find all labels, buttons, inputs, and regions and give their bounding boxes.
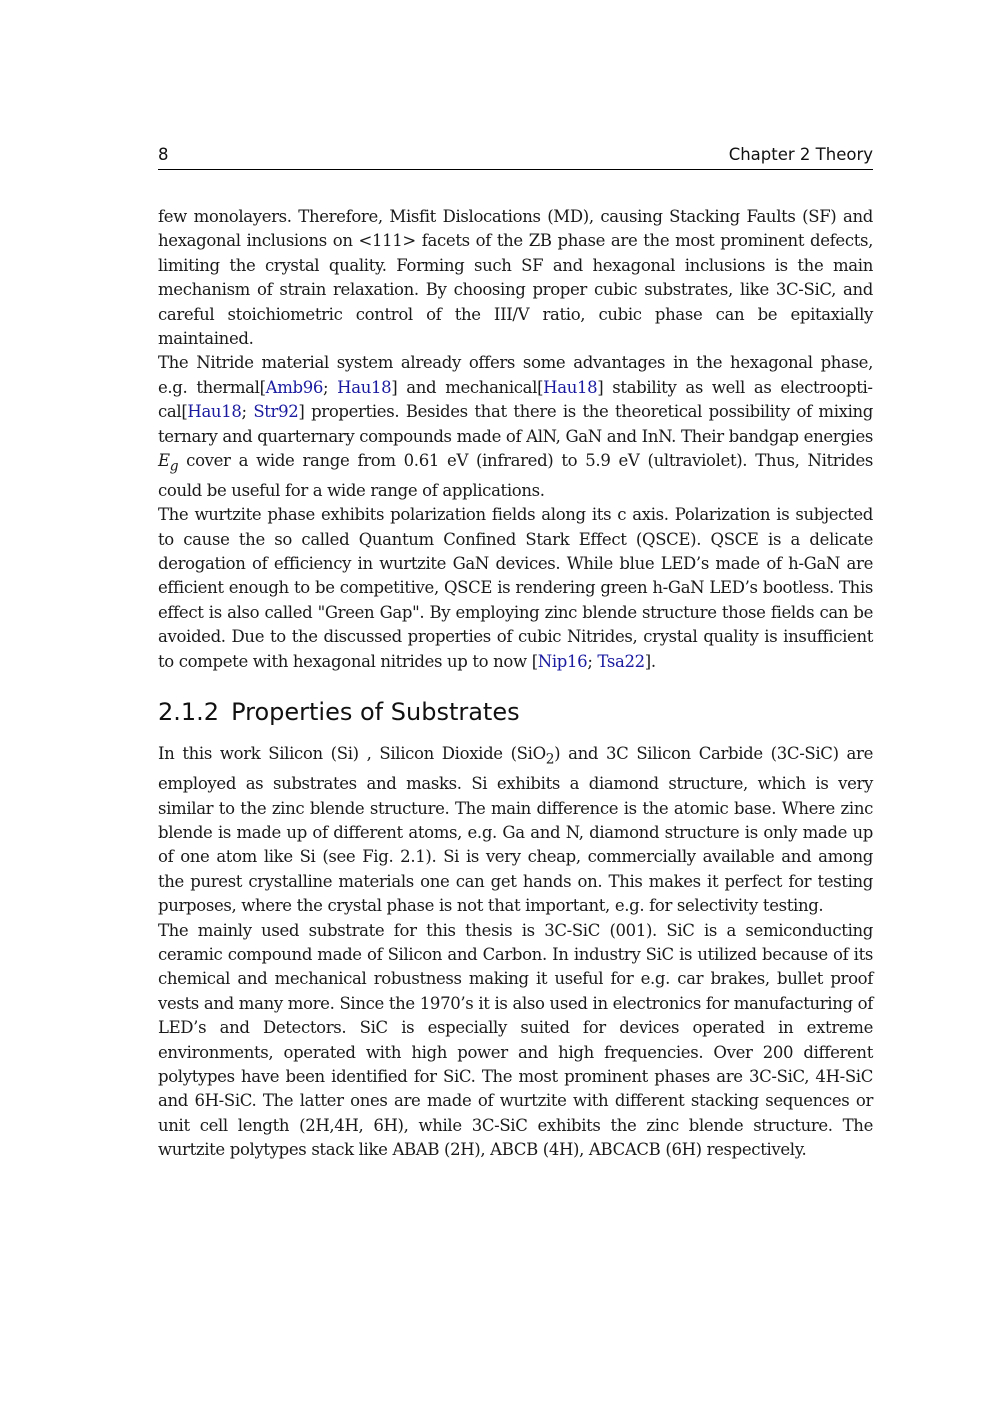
bandgap-symbol: $E_g$ [158, 451, 179, 475]
citation-nip16[interactable]: Nip16 [537, 651, 588, 671]
citation-hau18[interactable]: Hau18 [543, 377, 598, 397]
citation-str92[interactable]: Str92 [253, 402, 299, 422]
chapter-title: Chapter 2 Theory [728, 145, 873, 164]
citation-hau18[interactable]: Hau18 [187, 402, 242, 422]
running-header [158, 143, 873, 170]
paragraph-2: The Nitride material system already offers some advantages in the hexagonal phase, e.g. thermal[Amb96; Hau18] and mechanical[Hau18] stability as well as electrooptical[Hau18; Str92] properties. Besides that there is the theoretical possibility of mixing ternary and quarternary compounds made of AlN, GaN and InN. Their bandgap energies $E_g$ cover a wide range from 0.61 eV (infrared) to 5.9 eV (ultraviolet). Thus, Nitrides could be useful for a wide range of applications. [158, 353, 873, 500]
citation-tsa22[interactable]: Tsa22 [597, 651, 645, 671]
paragraph-4: In this work Silicon (Si) , Silicon Dioxide (SiO$_2$) and 3C Silicon Carbide (3C-SiC) are employed as substrates and masks. Si exhibits a diamond structure, which is very similar to the zinc blende structure. The main difference is the atomic base. Where zinc blende is made up of different atoms, e.g. Ga and N, diamond structure is only made up of one atom like Si (see Fig. 2.1). Si is very cheap, commercially available and among the purest crystalline materials one can get hands on. This makes it perfect for testing purposes, where the crystal phase is not that important, e.g. for selectivity testing. [158, 744, 874, 916]
section-heading [158, 698, 873, 727]
citation-hau18[interactable]: Hau18 [337, 377, 392, 397]
section-number: 2.1.2 [158, 698, 220, 727]
section-title: Properties of Substrates [231, 698, 520, 727]
page-number: 8 [158, 145, 169, 164]
paragraph-3: The wurtzite phase exhibits polarization fields along its c axis. Polarization is subjected to cause the so called Quantum Confined Stark Effect (QSCE). QSCE is a delicate derogation of efficiency in wurtzite GaN devices. While blue LED’s made of h-GaN are efficient enough to be competitive, QSCE is rendering green h-GaN LED’s bootless. This effect is also called "Green Gap". By employing zinc blende structure those fields can be avoided. Due to the discussed properties of cubic Nitrides, crystal quality is insufficient to compete with hexagonal nitrides up to now [Nip16; Tsa22]. [158, 505, 873, 671]
citation-amb96[interactable]: Amb96 [265, 377, 324, 397]
paragraph-1: few monolayers. Therefore, Misfit Dislocations (MD), causing Stacking Faults (SF) and hexagonal inclusions on <111> facets of the ZB phase are the most prominent defects, limiting the crystal quality. Forming such SF and hexagonal inclusions is the main mechanism of strain relaxation. By choosing proper cubic substrates, like 3C-SiC, and careful stoichiometric control of the III/V ratio, cubic phase can be epitaxially maintained. [158, 207, 873, 349]
paragraph-5: The mainly used substrate for this thesis is 3C-SiC (001). SiC is a semiconducting ceramic compound made of Silicon and Carbon. In industry SiC is utilized because of its chemical and mechanical robustness making it useful for e.g. car brakes, bullet proof vests and many more. Since the 1970’s it is also used in electronics for manufacturing of LED’s and Detectors. SiC is especially suited for devices operated in extreme environments, operated with high power and high frequencies. Over 200 different polytypes have been identified for SiC. The most prominent phases are 3C-SiC, 4H-SiC and 6H-SiC. The latter ones are made of wurtzite with different stacking sequences or unit cell length (2H,4H, 6H), while 3C-SiC exhibits the zinc blende structure. The wurtzite polytypes stack like ABAB (2H), ABCB (4H), ABCACB (6H) respectively. [158, 920, 873, 1160]
page-body [158, 205, 873, 1163]
